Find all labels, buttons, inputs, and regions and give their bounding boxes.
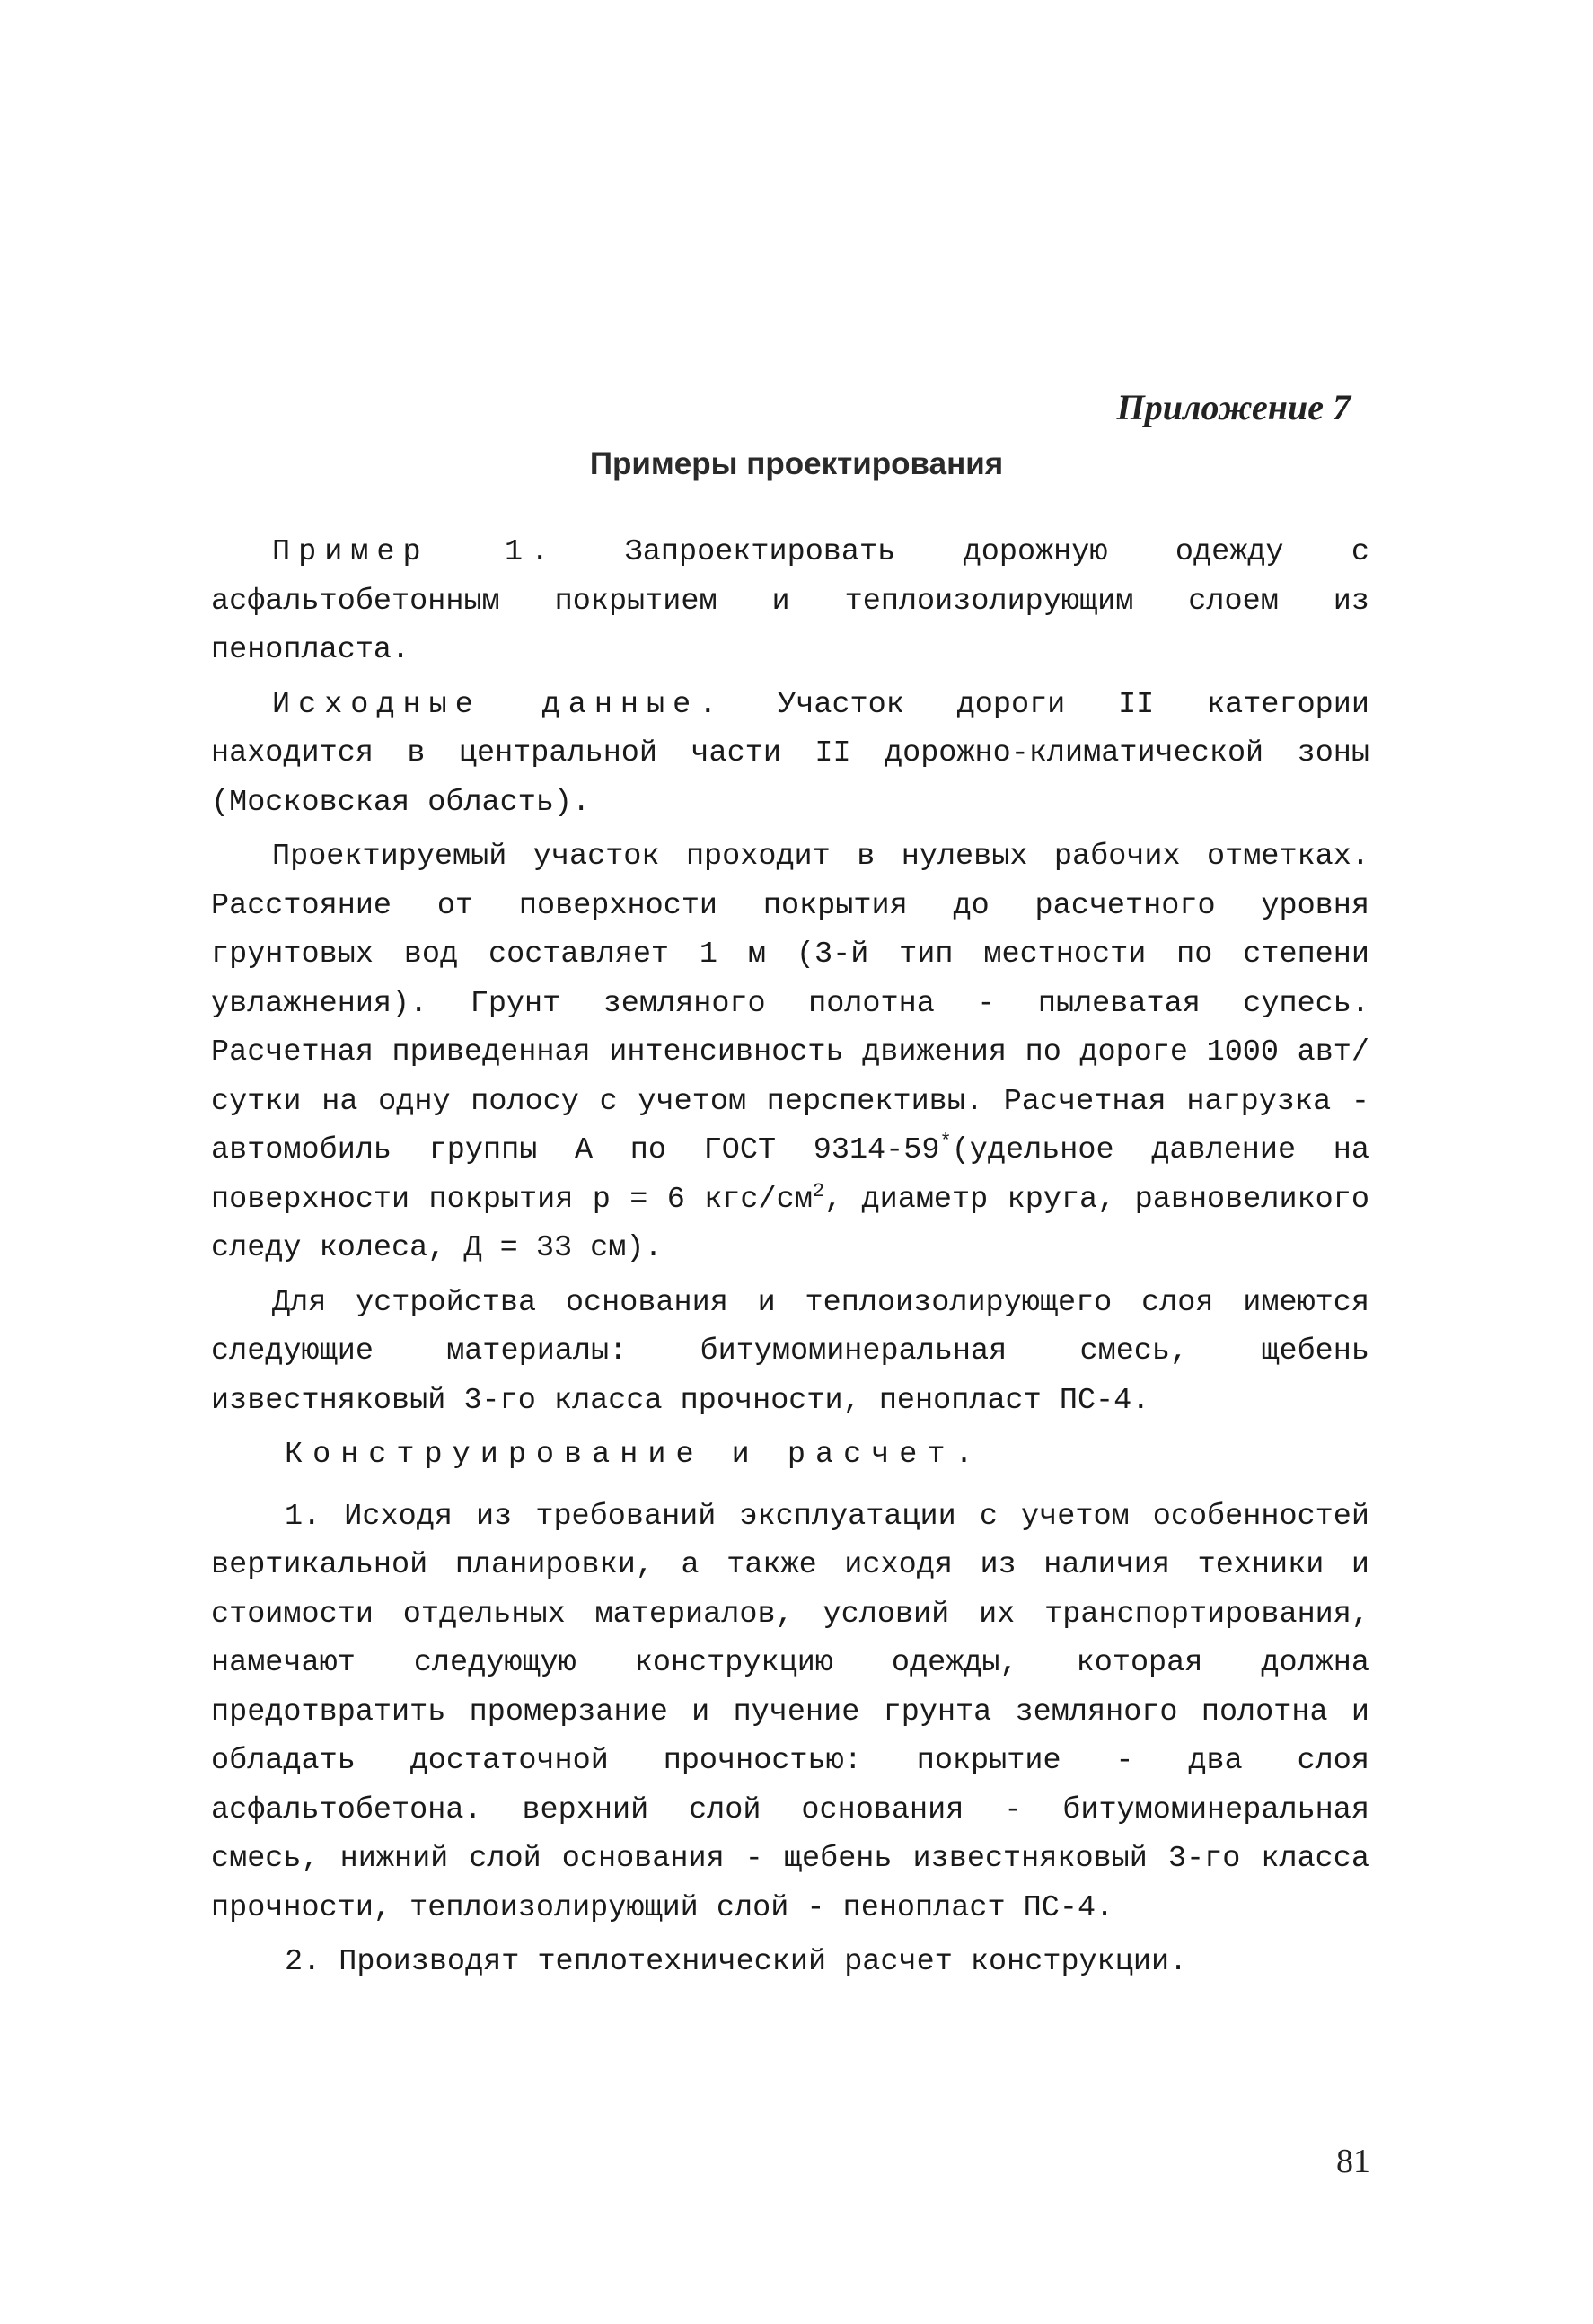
initial-data-paragraph (211, 681, 1369, 828)
power-superscript: 2 (812, 1179, 825, 1202)
page-heading: Примеры проектирования (589, 446, 1004, 481)
section-title: Конструирование и расчет. (285, 1438, 983, 1472)
design-section-paragraph (211, 832, 1369, 1273)
initial-data-label: Исходные данные. (272, 687, 726, 722)
design-text-part-3: , диаметр круга, равновеликого следу колеса, Д = 33 см). (211, 1182, 1369, 1265)
design-text-part-1: Проектируемый участок проходит в нулевых рабочих отметках. Расстояние от поверхности покрытия до расчетного уровня грунтовых вод составляет 1 м (3-й тип местности по степени увлажнения). Грунт земляного полотна - пылеватая супесь. Расчетная приведенная интенсивность движения по дороге 1000 авт/сутки на одну полосу с учетом перспективы. Расчетная нагрузка - автомобиль группы А по ГОСТ 9314-59 (211, 840, 1369, 1167)
list-item: 2. Производят теплотехнический расчет конструкции. (285, 1945, 1188, 1979)
body-text (211, 528, 1369, 1993)
materials-paragraph: Для устройства основания и теплоизолирующего слоя имеются следующие материалы: битумоминеральная смесь, щебень известняковый 3-го класса прочности, пенопласт ПС-4. (211, 1285, 1369, 1418)
design-text-part-2: (удельное давление на поверхности покрытия р = 6 кгс/см (211, 1133, 1369, 1217)
example-label: Пример 1. (272, 535, 558, 569)
appendix-label: Приложение 7 (1116, 387, 1351, 427)
item-list (211, 1492, 1369, 1987)
page-number: 81 (1336, 2143, 1370, 2180)
example-text: Запроектировать дорожную одежду с асфальтобетонным покрытием и теплоизолирующим слоем из пенопласта. (211, 535, 1369, 667)
initial-data-text: Участок дороги II категории находится в центральной части II дорожно-климатической зоны (Московская область). (211, 687, 1369, 820)
gost-mark: * (939, 1130, 952, 1153)
example-paragraph (211, 528, 1369, 675)
list-item: 1. Исходя из требований эксплуатации с учетом особенностей вертикальной планировки, а также исходя из наличия техники и стоимости отдельных материалов, условий их транспортирования, намечают следующую конструкцию одежды, которая должна предотвратить промерзание и пучение грунта земляного полотна и обладать достаточной прочностью: покрытие - два слоя асфальтобетона. верхний слой основания - битумоминеральная смесь, нижний слой основания - щебень известняковый 3-го класса прочности, теплоизолирующий слой - пенопласт ПС-4. (211, 1499, 1369, 1925)
